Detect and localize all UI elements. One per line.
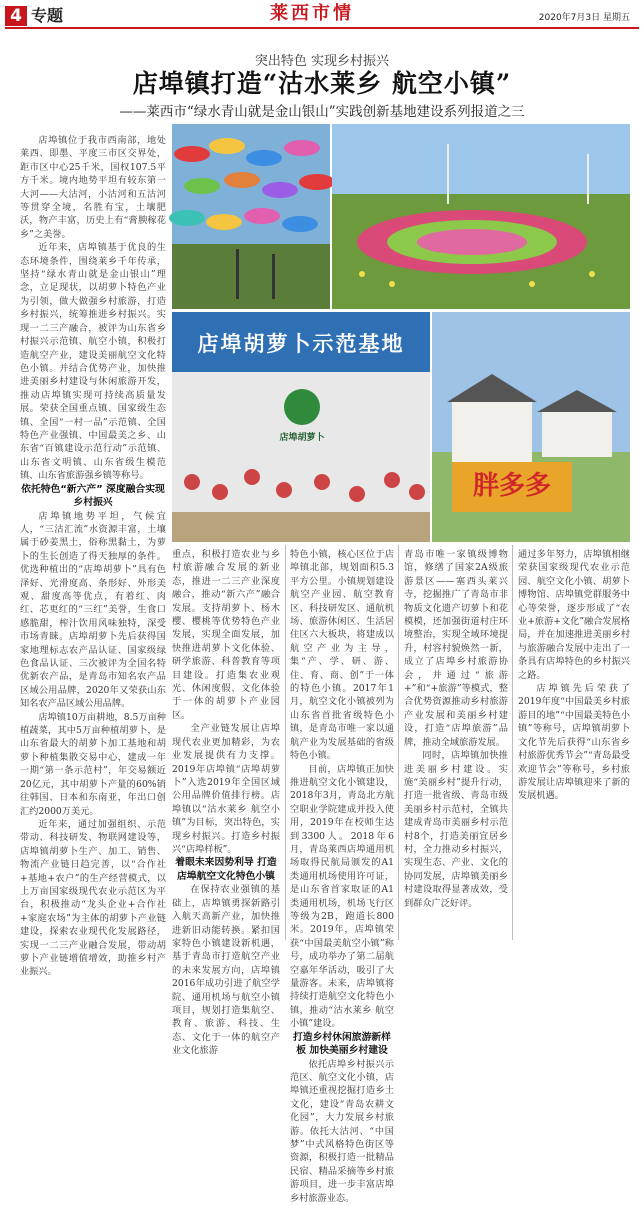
- base-sign-text: 店埠胡萝卜示范基地: [197, 332, 405, 356]
- column-divider: [398, 545, 399, 940]
- column-3: [290, 548, 394, 1204]
- paragraph: 近年来，通过加强组织、示范带动、科技研发、物联网建设等，店埠镇胡萝卜生产、加工、销售、物流产业链日趋完善，以“合作社+基地+农户”的生产经营模式，以上万亩国家级现代农业示范区为平台，积极推动“龙头企业+合作社+家庭农场”为主体的胡萝卜产业链建设，探索农业现代化发展路径，实现一二三产业融合发展，带动胡萝卜产业链增值增效，助推乡村产业振兴。: [20, 818, 166, 978]
- paragraph: 依托店埠乡村振兴示范区、航空文化小镇，店埠镇还重视挖掘打造乡土文化，建设“青岛农耕文化园”，大力发展乡村旅游。依托大沽河、“中国梦”中式风格特色街区等资源，积极打造一批精品民宿、精品采摘等乡村旅游项目，进一步丰富店埠乡村旅游业态。: [290, 1058, 394, 1204]
- issue-date: 2020年7月3日 星期五: [538, 13, 630, 23]
- section-heading: 依托特色“新六产” 深度融合实现乡村振兴: [21, 483, 165, 509]
- pinwheel-field-image: [332, 124, 630, 309]
- umbrella-canopy-image: [172, 124, 330, 309]
- page-header: [0, 0, 644, 28]
- paragraph: 店埠镇地势平坦，气候宜人，“三沽汇流”水资源丰富，土壤属于砂姜黑土，俗称黑黏土，为萝卜的生长创造了得天独厚的条件。优选种植出的“店埠胡萝卜”具有色泽好、光滑度高、条形好、外形美观、甜度高等优点，有着红、肉红、芯更红的“三红”美誉，生食口感脆甜，榨汁饮用风味独特，深受市场青睐。店埠胡萝卜先后获得国家地理标志农产品认证、国家级绿色食品认证、三次被评为全国名特优新农产品，是青岛市知名农产品区域公用品牌，2020年又荣获山东知名农产品区域公用品牌。: [20, 510, 166, 710]
- page-number: 4: [5, 6, 27, 26]
- section-heading: 着眼未来因势利导 打造店埠航空文化特色小镇: [175, 857, 277, 882]
- paragraph: 全产业链发展让店埠现代农业更加精彩，为农业发展提供有力支撑。2019年店埠镇“店埠胡萝卜”入选2019年全国区域公用品牌价值排行榜。店埠镇以“沽水莱乡 航空小镇”为目标，突出特色，实现乡村振兴。打造乡村振兴“店埠样板”。: [172, 723, 280, 855]
- paragraph: 特色小镇，核心区位于店埠镇北部，规划面积5.3平方公里。小镇规划建设航空产业园、航空教育区、科技研发区、通航机场、旅游休闲区、生活居住区六大板块，将建成以航空产业为主导，集“产、学、研、游、住、育、商、创”于一体的特色小镇。2017年1月，航空文化小镇被列为山东省首批省级特色小镇，是青岛市唯一家以通航产业为发展基础的省级特色小镇。: [290, 549, 394, 762]
- paragraph: 店埠镇先后荣获了2019年度“中国最美乡村旅游目的地”“中国最美特色小镇”等称号，店埠镇胡萝卜文化节先后获得“山东省乡村旅游优秀节会”“青岛最受欢迎节会”等称号，乡村旅游发展让店埠镇迎来了新的发展机遇。: [518, 683, 630, 802]
- paragraph: 同时，店埠镇加快推进美丽乡村建设。实施“美丽乡村”提升行动，打造一批省级、青岛市级美丽乡村示范村，全镇共建成青岛市美丽乡村示范村8个，打造美丽宜居乡村，全力推动乡村振兴，实现生态、产业、文化的协同发展，店埠镇美丽乡村建设取得显著成效，受到群众广泛好评。: [404, 750, 508, 909]
- masthead: 莱西市情: [270, 3, 354, 24]
- left-column: [20, 134, 166, 978]
- paragraph: 青岛市唯一家镇级博物馆，修缮了国家2A级旅游景区——塞西头莱兴寺，挖掘推广了青岛市非物质文化遗产切萝卜和花模模，还加强街道村庄环境整治，实现全域环境提升，村容村貌焕然一新，成立了店埠乡村旅游协会，并通过“旅游+”和“+旅游”等模式，整合优势资源推动乡村旅游产业发展和美丽乡村建设，打造“店埠旅游”品牌，推动全域旅游发展。: [404, 549, 508, 748]
- paragraph: 店埠镇位于我市西南部，地处莱西、即墨、平度三市区交界处，距市区中心25千米，国权107.5平方千米。境内地势平坦有较东第一大河——大沽河，小沽河和五沽河等贯穿全境，名胜有宝，土壤肥沃，物产丰富，历史上有“膏腴稼花乡”之美誉。: [20, 135, 166, 240]
- billboard-text: 胖多多: [472, 471, 551, 501]
- paragraph: 目前，店埠镇正加快推进航空文化小镇建设，2018年3月，青岛北方航空职业学院建成并投入使用，2019年在校师生达到3300人。2018年6月，青岛莱西店埠通用机场取得民航局颁发的A1类通用机场使用许可证，是山东省首家取证的A1类通用机场，机场飞行区等级为2B，跑道长800米。2019年，店埠镇荣获“中国最美航空小镇”称号，成功举办了第二届航空嘉年华活动，吸引了大量游客。未来，店埠镇将持续打造航空文化特色小镇，推动“沽水莱乡 航空小镇”建设。: [290, 763, 394, 1030]
- photo-pinwheel-field: [332, 124, 630, 309]
- village-sign-text: 店埠胡萝卜: [279, 433, 325, 443]
- paragraph: 店埠镇10万亩耕地，8.5万亩种植蔬菜，其中5万亩种植胡萝卜，是山东省最大的胡萝卜加工基地和胡萝卜种植集散交易中心，建成一年一期“第一条示范村”，年交易额近20亿元，其中胡萝卜产量的60%销往韩国、日本和东南亚，年出口创汇约2000万美元。: [20, 711, 166, 817]
- section-heading: 打造乡村休闲旅游新样板 加快美丽乡村建设: [293, 1031, 391, 1057]
- header-rule: [5, 27, 639, 29]
- village-image: [432, 312, 630, 542]
- column-divider: [512, 545, 513, 940]
- article-kicker: 突出特色 实现乡村振兴: [254, 54, 390, 69]
- paragraph: 近年来，店埠镇基于优良的生态环境条件，围绕莱乡千年传承，坚持“绿水青山就是金山银山”理念，立足现状，以胡萝卜特色产业为引领，做大做强乡村旅游，打造乡村振兴，统筹推进乡村振兴。实现一二三产融合，被评为山东省乡村振兴示范镇、航空小镇，积极打造航空产业，建设美丽航空文化特色小镇。并结合优势产业，加快推进美丽乡村建设与休闲旅游开发，推动店埠镇实现可持续高质量发展。荣获全国重点镇、国家级生态镇、全国“一村一品”示范镇、全国特色产业强镇、中国最美之乡、山东省“百镇建设示范行动”示范镇、山东省文明镇、山东省级生模范镇、山东省旅游强乡镇等称号。: [20, 242, 166, 482]
- photo-carrot-base: [172, 312, 430, 542]
- column-5: [518, 548, 630, 940]
- paragraph: 通过多年努力，店埠镇相继荣获国家级现代农业示范园、航空文化小镇、胡萝卜博物馆、店埠镇党群服务中心等荣誉，逐步形成了“农业+旅游+文化”融合发展格局，并在加速推进美丽乡村与旅游融合发展中走出了一条具有店埠特色的乡村振兴之路。: [518, 549, 630, 681]
- article-headline: 店埠镇打造“沽水莱乡 航空小镇”: [132, 69, 512, 98]
- section-name: 专题: [31, 6, 64, 25]
- column-2: [172, 548, 280, 1057]
- column-divider: [285, 545, 286, 940]
- article-subhead: ——莱西市“绿水青山就是金山银山”实践创新基地建设系列报道之三: [119, 104, 525, 120]
- paragraph: 在保持农业强镇的基础上，店埠镇勇探新路引入航天高新产业，加快推进新旧动能转换。紧扣国家特色小镇建设新机遇，基于青岛市打造航空产业的未来发展方向，店埠镇2016年成功引进了航空学院、通用机场与航空小镇项目，规划打造集航空、教育、旅游、科技、生态、文化于一体的航空产业文化旅游: [172, 884, 280, 1057]
- column-4: [404, 548, 508, 940]
- photo-village: [432, 312, 630, 542]
- photo-umbrellas: [172, 124, 330, 309]
- paragraph: 重点，积极打造农业与乡村旅游融合发展的新业态，推进一二三产业深度融合，推动“新六产”融合发展。支持胡萝卜、杨木樱、樱桃等优势特色产业发展，实现全面发展，加快推进胡萝卜文化体验、研学旅游、科普教育等项目建设。打造集农业观光、休闲度假、文化体验于一体的胡萝卜产业园区。: [172, 549, 280, 721]
